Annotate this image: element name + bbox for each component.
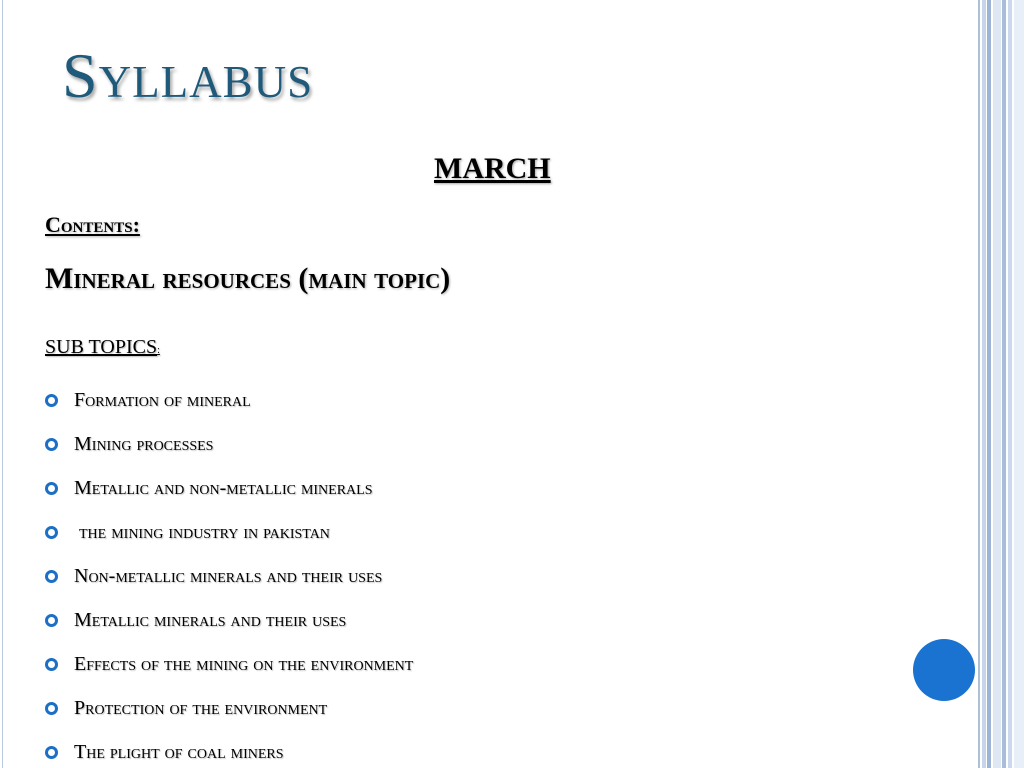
list-item-text: The plight of coal miners xyxy=(74,740,284,763)
list-item xyxy=(45,510,413,554)
list-item xyxy=(45,730,413,768)
list-item xyxy=(45,422,413,466)
right-border-stripe xyxy=(987,0,991,768)
bullet-icon xyxy=(45,702,58,715)
contents-label: Contents: xyxy=(45,212,140,237)
bullet-icon xyxy=(45,746,58,759)
right-border-stripe xyxy=(993,0,1001,768)
list-item-text: Non-metallic minerals and their uses xyxy=(74,564,383,587)
right-border-stripe xyxy=(1014,0,1024,768)
subtopics-label: SUB TOPICS xyxy=(45,336,158,358)
list-item-text: Protection of the environment xyxy=(74,696,328,719)
bullet-icon xyxy=(45,658,58,671)
bullet-icon xyxy=(45,438,58,451)
month-heading: MARCH xyxy=(434,152,551,185)
decorative-circle-icon xyxy=(913,639,975,701)
list-item-text: Effects of the mining on the environment xyxy=(74,652,414,675)
subtopics-heading xyxy=(45,336,160,359)
right-border-stripe xyxy=(978,0,980,768)
right-border-stripe xyxy=(982,0,986,768)
list-item xyxy=(45,466,413,510)
bullet-icon xyxy=(45,614,58,627)
list-item xyxy=(45,642,413,686)
list-item-text: Metallic minerals and their uses xyxy=(74,608,347,631)
frame-left-line xyxy=(2,0,3,768)
list-item xyxy=(45,598,413,642)
bullet-icon xyxy=(45,526,58,539)
list-item xyxy=(45,686,413,730)
right-border-stripe xyxy=(1008,0,1012,768)
subtopic-list xyxy=(45,378,413,768)
subtopics-colon: : xyxy=(157,345,160,356)
bullet-icon xyxy=(45,570,58,583)
bullet-icon xyxy=(45,394,58,407)
list-item xyxy=(45,378,413,422)
list-item-text: Metallic and non-metallic minerals xyxy=(74,476,373,499)
list-item xyxy=(45,554,413,598)
bullet-icon xyxy=(45,482,58,495)
list-item-text: the mining industry in pakistan xyxy=(74,520,330,543)
list-item-text: Formation of mineral xyxy=(74,388,251,411)
right-border-stripe xyxy=(1002,0,1006,768)
main-topic: Mineral resources (main topic) xyxy=(45,262,451,295)
slide-title: Syllabus xyxy=(62,40,314,111)
list-item-text: Mining processes xyxy=(74,432,214,455)
